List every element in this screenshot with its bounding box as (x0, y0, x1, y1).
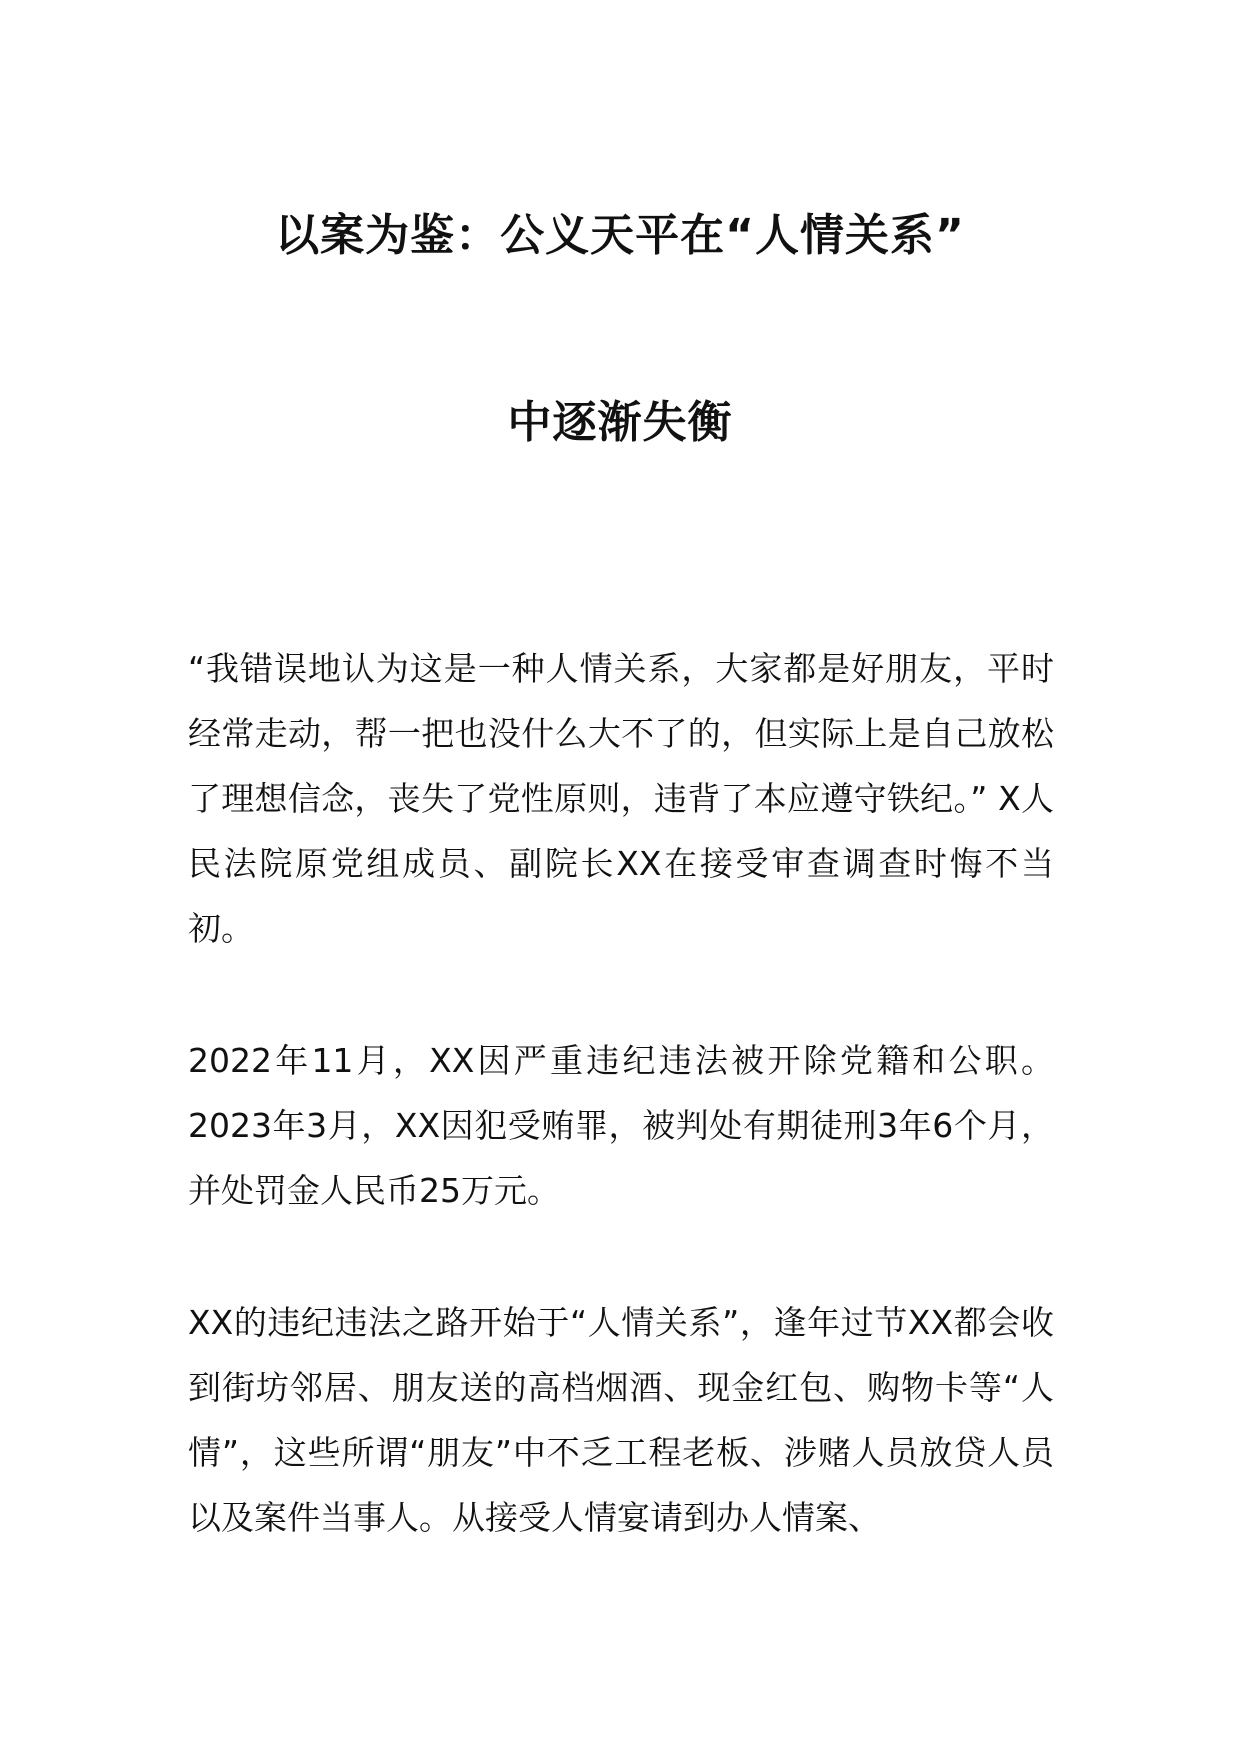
document-title-line-2: 中逐渐失衡 (507, 397, 733, 448)
paragraph-3: XX的违纪违法之路开始于“人情关系”，逢年过节XX都会收到街坊邻居、朋友送的高档烟酒、现金红包、购物卡等“人情”，这些所谓“朋友”中不乏工程老板、涉赌人员放贷人员以及案件当事人。从接受人情宴请到办人情案、 (188, 1303, 1054, 1537)
paragraph-1: “我错误地认为这是一种人情关系，大家都是好朋友，平时经常走动，帮一把也没什么大不了的，但实际上是自己放松了理想信念，丧失了党性原则，违背了本应遵守铁纪。” X人民法院原党组成员、副院长XX在接受审查调查时悔不当初。 (188, 649, 1054, 948)
paragraph-2: 2022年11月，XX因严重违纪违法被开除党籍和公职。2023年3月，XX因犯受贿罪，被判处有期徒刑3年6个月，并处罚金人民币25万元。 (188, 1041, 1054, 1210)
document-title-line-1: 以案为鉴：公义天平在“人情关系” (275, 210, 965, 261)
